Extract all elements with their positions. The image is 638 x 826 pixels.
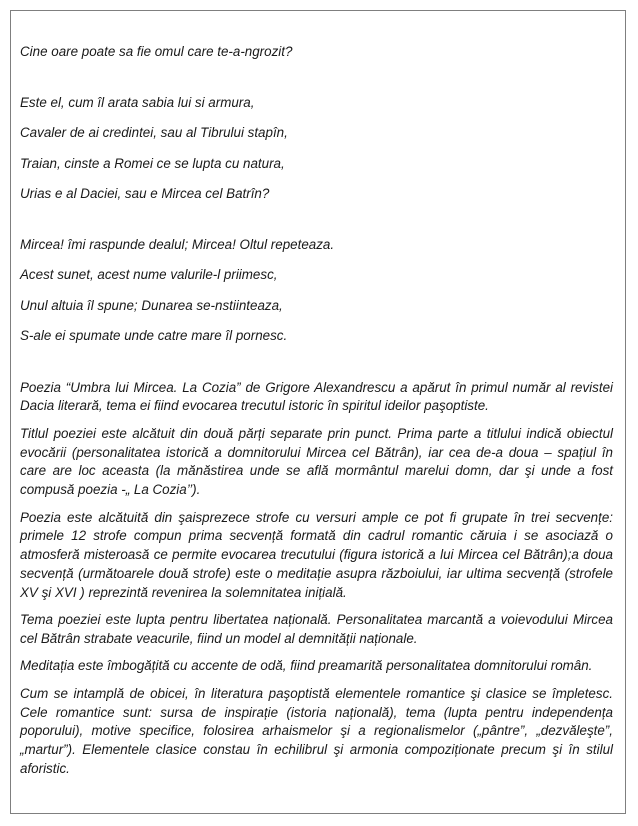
analysis-paragraph: Poezia este alcătuită din şaisprezece strofe cu versuri ample ce pot fi grupate în trei secvențe: primele 12 strofe compun prima secvență formată din cadrul romantic căruia i se asociază o atmosferă misteroasă ce permite evocarea trecutului (figura istorică a lui Mircea cel Bătrân);a doua secvență (următoarele două strofe) este o meditație asupra războiului, iar ultima secvență (strofele XV şi XVI ) reprezintă revenirea la solemnitatea inițială. bbox=[20, 509, 613, 601]
poem-opening-line: Cine oare poate sa fie omul care te-a-ngrozit? bbox=[20, 44, 293, 59]
verse-line: S-ale ei spumate unde catre mare îl pornesc. bbox=[20, 328, 288, 343]
stanza-spacer bbox=[20, 73, 613, 93]
verse-line: Este el, cum îl arata sabia lui si armura, bbox=[20, 94, 255, 110]
document-body bbox=[20, 42, 613, 788]
poem-stanza-1 bbox=[20, 93, 613, 204]
stanza-spacer bbox=[20, 357, 613, 379]
poem-stanza-2 bbox=[20, 235, 613, 346]
analysis-section bbox=[20, 379, 613, 780]
verse-line: Cavaler de ai credintei, sau al Tibrului stapîn, bbox=[20, 125, 288, 140]
analysis-paragraph: Meditația este îmbogățită cu accente de odă, fiind preamarită personalitatea domnitorului român. bbox=[20, 658, 593, 674]
analysis-paragraph: Cum se intamplă de obicei, în literatura paşoptistă elementele romantice şi clasice se împletesc. Cele romantice sunt: sursa de inspirație (istoria națională), tema (lupta pentru independența poporului), motive specifice, folosirea arhaismelor şi a regionalismelor („pântre”, „dezvăleşte”, „martur”). Elementele clasice constau în echilibrul şi armonia compoziționate precum şi în stilul aforistic. bbox=[20, 685, 613, 777]
analysis-paragraph: Titlul poeziei este alcătuit din două părți separate prin punct. Prima parte a titlului indică obiectul evocării (personalitatea istorică a domnitorului Mircea cel Bătrân), iar cea de-a doua – spațiul în care are loc aceasta (la mănăstirea unde se află mormântul marelui domn, dar şi unde a fost compusă poezia -„ La Cozia’’). bbox=[20, 425, 613, 498]
analysis-paragraph: Tema poeziei este lupta pentru libertatea națională. Personalitatea marcantă a voievodului Mircea cel Bătrân strabate veacurile, fiind un model al demnității naționale. bbox=[20, 612, 613, 647]
verse-line: Traian, cinste a Romei ce se lupta cu natura, bbox=[20, 155, 285, 171]
analysis-paragraph: Poezia “Umbra lui Mircea. La Cozia” de Grigore Alexandrescu a apărut în primul număr al revistei Dacia literară, tema ei fiind evocarea trecutul istoric în spiritul ideilor paşoptiste. bbox=[20, 379, 613, 414]
verse-line: Mircea! îmi raspunde dealul; Mircea! Oltul repeteaza. bbox=[20, 236, 335, 252]
verse-line: Acest sunet, acest nume valurile-l priimesc, bbox=[20, 267, 278, 282]
verse-line: Unul altuia îl spune; Dunarea se-nstiinteaza, bbox=[20, 297, 283, 313]
stanza-spacer bbox=[20, 215, 613, 235]
verse-line: Urias e al Daciei, sau e Mircea cel Batrîn? bbox=[20, 186, 270, 201]
